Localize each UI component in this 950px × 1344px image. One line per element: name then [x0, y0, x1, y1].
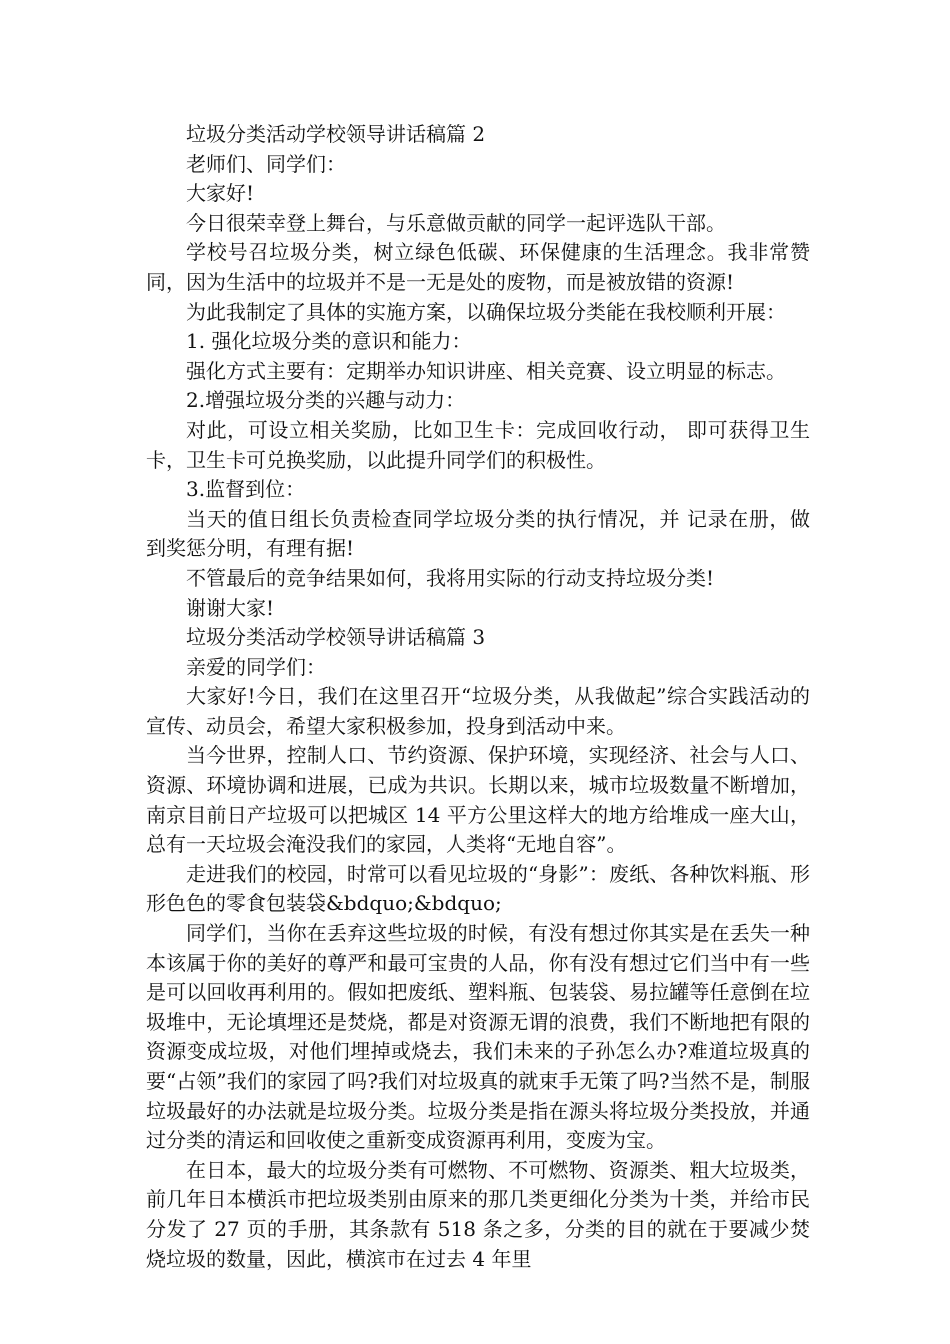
section-heading: 垃圾分类活动学校领导讲话稿篇 3	[186, 625, 486, 650]
paragraph: 强化方式主要有：定期举办知识讲座、相关竞赛、设立明显的标志。	[186, 358, 786, 383]
paragraph: 对此，可设立相关奖励，比如卫生卡：完成回收行动， 即可获得卫生卡，卫生卡可兑换奖励，以此提升同学们的积极性。	[146, 417, 810, 472]
paragraph: 为此我制定了具体的实施方案，以确保垃圾分类能在我校顺利开展：	[186, 299, 786, 324]
section-heading: 垃圾分类活动学校领导讲话稿篇 2	[186, 122, 486, 146]
salutation: 亲爱的同学们：	[186, 654, 326, 679]
paragraph: 在日本，最大的垃圾分类有可燃物、不可燃物、资源类、粗大垃圾类，前几年日本横浜市把垃圾类别由原来的那几类更细化分类为十类，并给市民分发了 27 页的手册，其条款有 518 条之多，分类的目的就在于要减少焚烧垃圾的数量，因此，横滨市在过去 4 年里	[146, 1157, 810, 1271]
list-heading: 2.增强垃圾分类的兴趣与动力：	[186, 388, 466, 413]
list-heading: 1. 强化垃圾分类的意识和能力：	[186, 329, 472, 354]
paragraph: 当今世界，控制人口、节约资源、保护环境，实现经济、社会与人口、资源、环境协调和进展，已成为共识。长期以来，城市垃圾数量不断增加，南京目前日产垃圾可以把城区 14 平方公里这样大的地方给堆成一座大山，总有一天垃圾会淹没我们的家园，人类将“无地自容”。	[146, 743, 810, 857]
paragraph: 走进我们的校园，时常可以看见垃圾的“身影”：废纸、各种饮料瓶、形形色色的零食包装袋&bdquo;&bdquo;	[146, 861, 810, 916]
greeting: 大家好!	[186, 181, 255, 206]
paragraph: 学校号召垃圾分类，树立绿色低碳、环保健康的生活理念。我非常赞同，因为生活中的垃圾并不是一无是处的废物，而是被放错的资源!	[146, 240, 810, 294]
paragraph: 同学们，当你在丢弃这些垃圾的时候，有没有想过你其实是在丢失一种本该属于你的美好的尊严和最可宝贵的人品，你有没有想过它们当中有一些是可以回收再利用的。假如把废纸、塑料瓶、包装袋、易拉罐等任意倒在垃圾堆中，无论填埋还是焚烧，都是对资源无谓的浪费，我们不断地把有限的资源变成垃圾，对他们埋掉或烧去，我们未来的子孙怎么办?难道垃圾真的要“占领”我们的家园了吗?我们对垃圾真的就束手无策了吗?当然不是，制服垃圾最好的办法就是垃圾分类。垃圾分类是指在源头将垃圾分类投放，并通过分类的清运和回收使之重新变成资源再利用，变废为宝。	[146, 921, 810, 1153]
closing: 谢谢大家!	[186, 595, 275, 620]
paragraph: 大家好!今日，我们在这里召开“垃圾分类，从我做起”综合实践活动的宣传、动员会，希望大家积极参加，投身到活动中来。	[146, 684, 810, 738]
paragraph: 不管最后的竞争结果如何，我将用实际的行动支持垃圾分类!	[186, 565, 715, 590]
salutation: 老师们、同学们：	[186, 151, 346, 176]
list-heading: 3.监督到位：	[186, 477, 306, 502]
paragraph: 今日很荣幸登上舞台，与乐意做贡献的同学一起评选队干部。	[186, 210, 726, 235]
document-body	[146, 120, 810, 1274]
paragraph: 当天的值日组长负责检查同学垃圾分类的执行情况，并 记录在册，做到奖惩分明，有理有据!	[146, 506, 810, 561]
